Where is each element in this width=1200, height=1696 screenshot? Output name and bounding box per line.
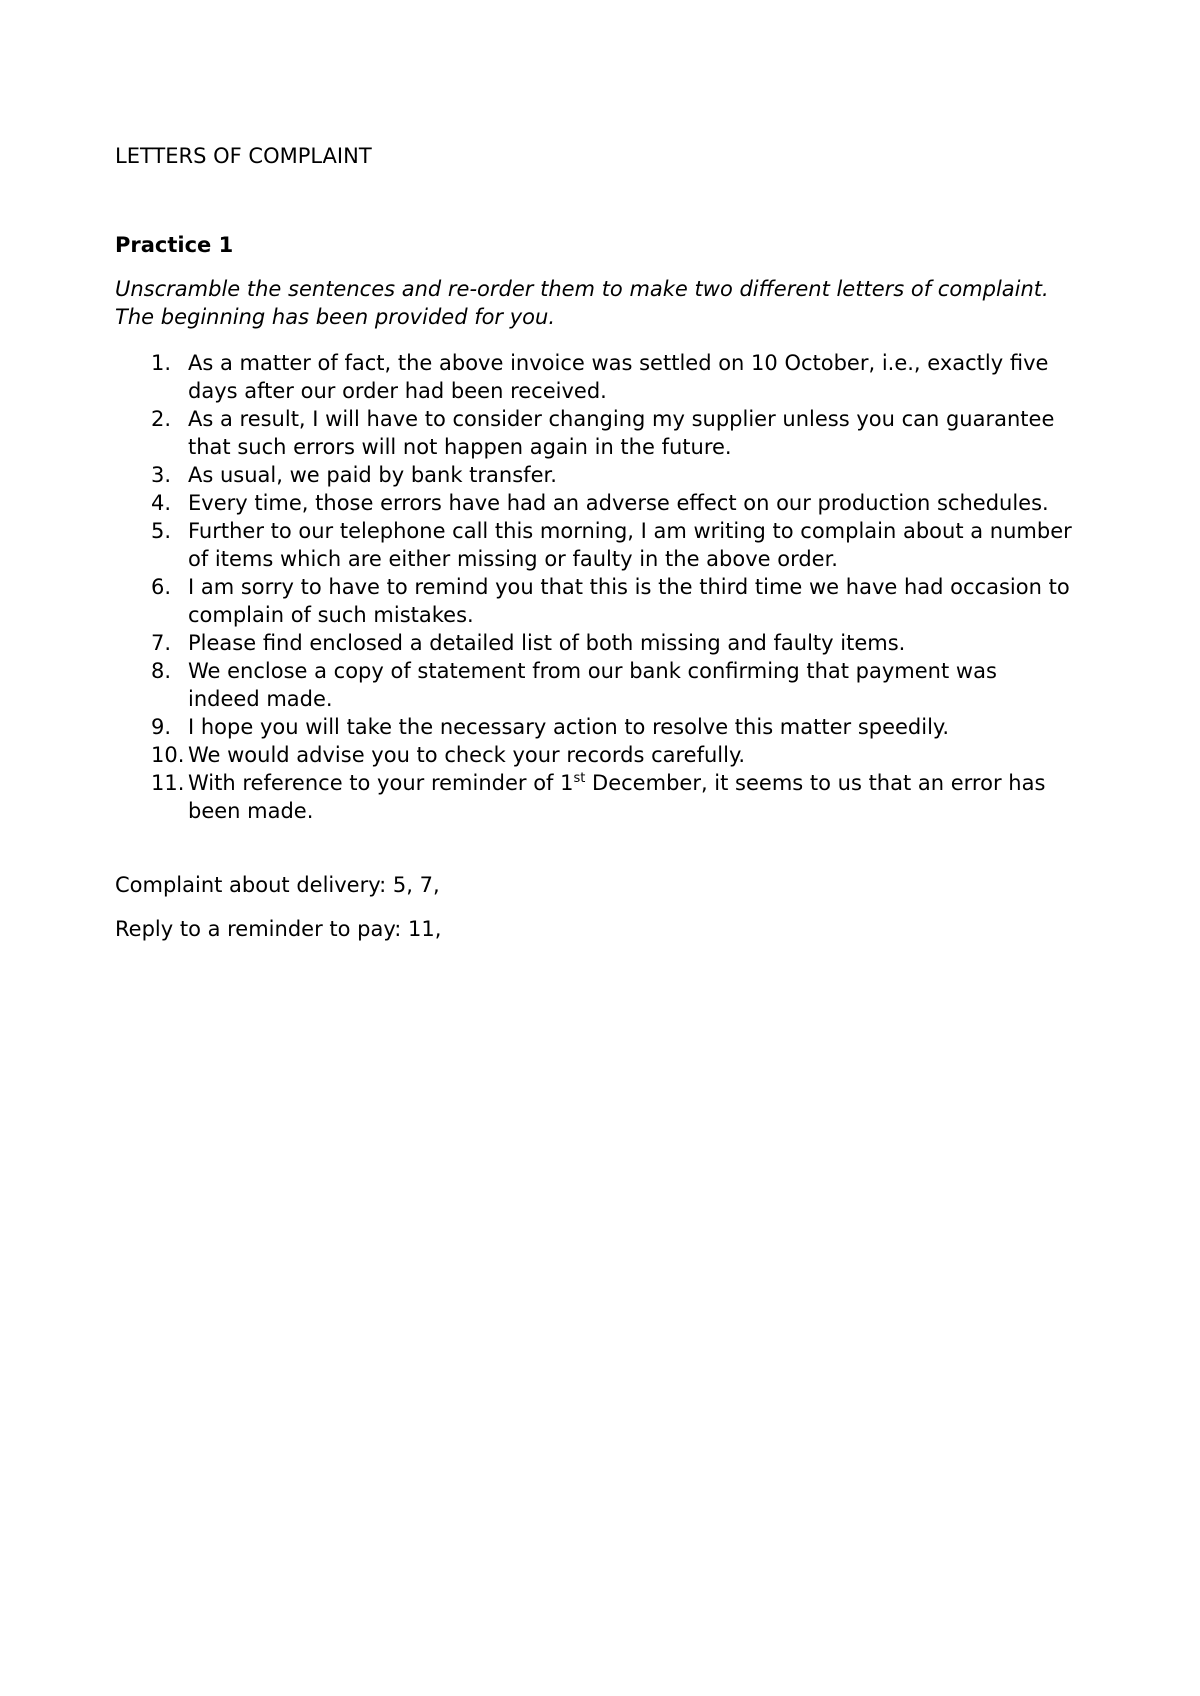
item-text: As usual, we paid by bank transfer.	[188, 463, 557, 487]
document-title: LETTERS OF COMPLAINT	[115, 144, 372, 168]
list-item	[115, 629, 1075, 657]
list-item	[115, 573, 1075, 629]
list-item	[115, 461, 1075, 489]
answer-reminder	[115, 916, 441, 942]
item-text: Further to our telephone call this morning, I am writing to complain about a number of items which are either missing or faulty in the above order.	[188, 519, 1072, 571]
list-item	[115, 769, 1075, 825]
item-number: 6.	[151, 575, 172, 599]
item-text: Every time, those errors have had an adverse effect on our production schedules.	[188, 491, 1049, 515]
list-item	[115, 349, 1075, 405]
answer-reminder-value: 11,	[408, 917, 442, 941]
list-item	[115, 405, 1075, 461]
list-item	[115, 713, 1075, 741]
answer-delivery-label: Complaint about delivery:	[115, 873, 387, 897]
answer-reminder-label: Reply to a reminder to pay:	[115, 917, 402, 941]
answer-delivery	[115, 872, 440, 898]
item-text: We would advise you to check your records carefully.	[188, 743, 746, 767]
ordinal-superscript: st	[573, 771, 586, 786]
item-number: 7.	[151, 631, 172, 655]
item-number: 8.	[151, 659, 172, 683]
item-text: We enclose a copy of statement from our bank confirming that payment was indeed made.	[188, 659, 997, 711]
answer-delivery-value: 5, 7,	[392, 873, 440, 897]
list-item	[115, 657, 1075, 713]
item-text: As a matter of fact, the above invoice was settled on 10 October, i.e., exactly five days after our order had been received.	[188, 351, 1049, 403]
item-number: 11.	[151, 771, 185, 795]
list-item	[115, 741, 1075, 769]
item-text: I hope you will take the necessary action to resolve this matter speedily.	[188, 715, 950, 739]
item-number: 9.	[151, 715, 172, 739]
instructions-text: Unscramble the sentences and re-order them to make two different letters of complaint. The beginning has been provided for you.	[115, 277, 1049, 329]
item-number: 3.	[151, 463, 172, 487]
item-text: Please find enclosed a detailed list of both missing and faulty items.	[188, 631, 906, 655]
item-number: 1.	[151, 351, 172, 375]
list-item	[115, 489, 1075, 517]
item-text-end: December, it seems to us that an error has been made.	[188, 771, 1046, 823]
item-text: As a result, I will have to consider changing my supplier unless you can guarantee that such errors will not happen again in the future.	[188, 407, 1055, 459]
list-item	[115, 517, 1075, 573]
item-text-start: With reference to your reminder of 1	[188, 771, 574, 795]
item-number: 10.	[151, 743, 185, 767]
item-text: I am sorry to have to remind you that this is the third time we have had occasion to complain of such mistakes.	[188, 575, 1070, 627]
item-text	[188, 771, 1045, 823]
item-number: 4.	[151, 491, 172, 515]
section-heading: Practice 1	[115, 233, 234, 257]
item-number: 2.	[151, 407, 172, 431]
item-number: 5.	[151, 519, 172, 543]
sentence-list	[115, 349, 1075, 825]
